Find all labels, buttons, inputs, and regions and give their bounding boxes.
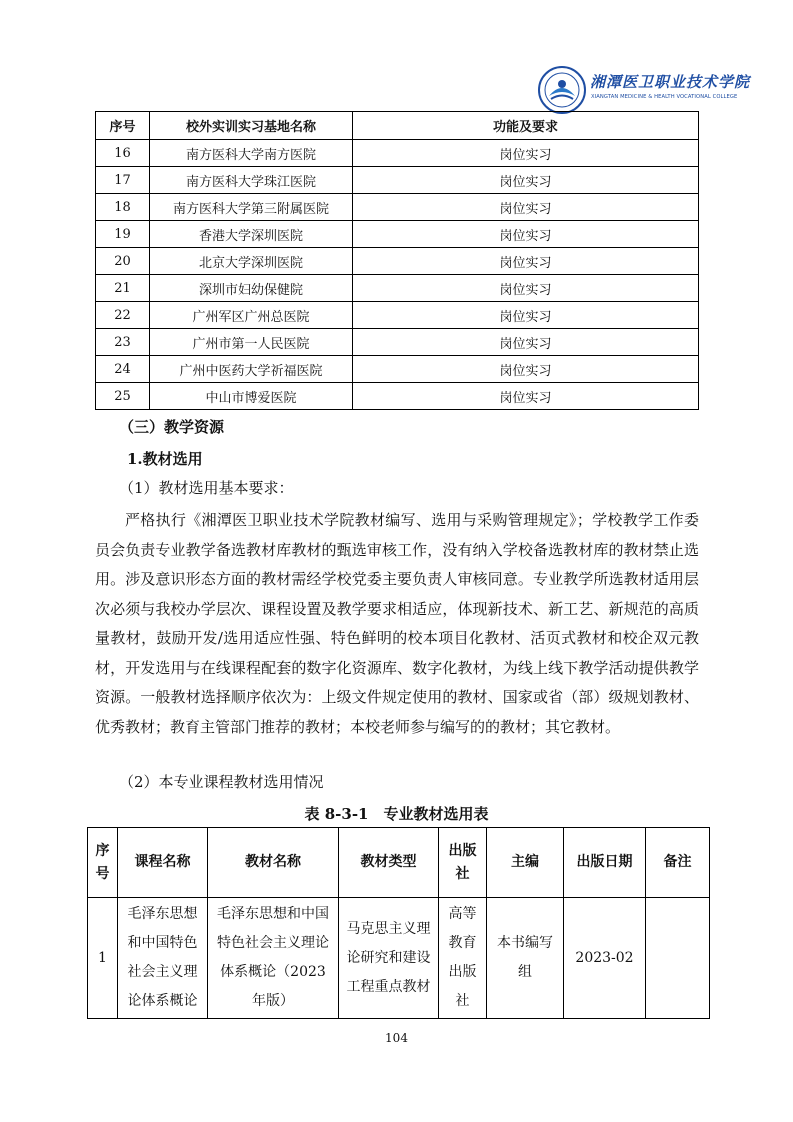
cell-editor-text: 本书编写组	[497, 935, 553, 980]
section-heading: （三）教学资源	[119, 418, 225, 436]
cell-type-text: 马克思主义理论研究和建设工程重点教材	[346, 920, 431, 995]
table-row	[88, 898, 710, 1019]
cell-base-name: 南方医科大学南方医院	[150, 140, 353, 167]
column-header-notes: 备注	[646, 828, 710, 898]
item-2-heading: （2）本专业课程教材选用情况	[119, 773, 324, 791]
item-1-heading: （1）教材选用基本要求：	[119, 479, 294, 497]
cell-index: 25	[96, 383, 150, 410]
cell-function: 岗位实习	[353, 302, 699, 329]
cell-index: 23	[96, 329, 150, 356]
cell-type	[339, 898, 439, 1019]
table-caption: 表 8-3-1 专业教材选用表	[304, 805, 489, 823]
column-header-publisher	[439, 828, 487, 898]
cell-function: 岗位实习	[353, 167, 699, 194]
page-number: 104	[385, 1031, 408, 1045]
cell-base-name: 广州市第一人民医院	[150, 329, 353, 356]
cell-book-text: 毛泽东思想和中国特色社会主义理论体系概论（2023年版）	[217, 906, 329, 1009]
cell-editor	[487, 898, 564, 1019]
table-row	[96, 356, 699, 383]
cell-date-text: 2023-02	[575, 949, 634, 966]
sub-heading: 1.教材选用	[127, 450, 203, 468]
cell-base-name: 广州中医药大学祈福医院	[150, 356, 353, 383]
table-row	[96, 329, 699, 356]
cell-index: 18	[96, 194, 150, 221]
cell-publisher	[439, 898, 487, 1019]
cell-book	[208, 898, 339, 1019]
column-header-type: 教材类型	[339, 828, 439, 898]
cell-base-name: 香港大学深圳医院	[150, 221, 353, 248]
training-base-table	[95, 111, 699, 410]
cell-base-name: 北京大学深圳医院	[150, 248, 353, 275]
cell-function: 岗位实习	[353, 194, 699, 221]
textbook-table	[87, 827, 710, 1019]
column-header-date: 出版日期	[564, 828, 646, 898]
table-header-row	[96, 112, 699, 140]
cell-base-name: 南方医科大学珠江医院	[150, 167, 353, 194]
cell-function: 岗位实习	[353, 383, 699, 410]
logo-english-name: XIANGTAN MEDICINE & HEALTH VOCATIONAL COLLEGE	[591, 94, 738, 100]
cell-index: 16	[96, 140, 150, 167]
cell-index: 19	[96, 221, 150, 248]
cell-index: 21	[96, 275, 150, 302]
table-row	[96, 194, 699, 221]
table-row	[96, 302, 699, 329]
table-header-row	[88, 828, 710, 898]
cell-function: 岗位实习	[353, 221, 699, 248]
cell-base-name: 深圳市妇幼保健院	[150, 275, 353, 302]
column-header-editor: 主编	[487, 828, 564, 898]
college-seal-icon	[538, 66, 586, 114]
cell-course	[118, 898, 208, 1019]
table-row	[96, 167, 699, 194]
cell-function: 岗位实习	[353, 248, 699, 275]
table-row	[96, 140, 699, 167]
cell-index: 24	[96, 356, 150, 383]
cell-course-text: 毛泽东思想和中国特色社会主义理论体系概论	[127, 906, 198, 1009]
column-header-index	[88, 828, 118, 898]
table-row	[96, 275, 699, 302]
column-header-book: 教材名称	[208, 828, 339, 898]
column-header-function: 功能及要求	[353, 112, 699, 140]
column-header-index: 序号	[96, 112, 150, 140]
cell-base-name: 中山市博爱医院	[150, 383, 353, 410]
body-paragraph: 严格执行《湘潭医卫职业技术学院教材编写、选用与采购管理规定》；学校教学工作委员会负责专业教学备选教材库教材的甄选审核工作，没有纳入学校备选教材库的教材禁止选用。涉及意识形态方面的教材需经学校党委主要负责人审核同意。专业教学所选教材适用层次必须与我校办学层次、课程设置及教学要求相适应，体现新技术、新工艺、新规范的高质量教材，鼓励开发/选用适应性强、特色鲜明的校本项目化教材、活页式教材和校企双元教材，开发选用与在线课程配套的数字化资源库、数字化教材，为线上线下教学活动提供教学资源。一般教材选择顺序依次为：上级文件规定使用的教材、国家或省（部）级规划教材、优秀教材；教育主管部门推荐的教材；本校老师参与编写的的教材；其它教材。	[95, 511, 699, 736]
column-header-course: 课程名称	[118, 828, 208, 898]
cell-function: 岗位实习	[353, 356, 699, 383]
cell-publisher-text: 高等教育出版社	[448, 906, 477, 1009]
cell-index: 17	[96, 167, 150, 194]
cell-notes	[646, 898, 710, 1019]
college-logo	[538, 66, 751, 114]
table-row	[96, 221, 699, 248]
logo-chinese-name: 湘潭医卫职业技术学院	[590, 73, 751, 91]
table-row	[96, 248, 699, 275]
table-row	[96, 383, 699, 410]
header-text: 出版社	[448, 842, 477, 882]
header-text: 序号	[95, 842, 110, 882]
cell-index-text: 1	[98, 949, 107, 966]
cell-function: 岗位实习	[353, 275, 699, 302]
cell-function: 岗位实习	[353, 329, 699, 356]
cell-base-name: 南方医科大学第三附属医院	[150, 194, 353, 221]
cell-function: 岗位实习	[353, 140, 699, 167]
cell-index: 22	[96, 302, 150, 329]
column-header-base-name: 校外实训实习基地名称	[150, 112, 353, 140]
cell-date	[564, 898, 646, 1019]
cell-base-name: 广州军区广州总医院	[150, 302, 353, 329]
cell-index	[88, 898, 118, 1019]
cell-index: 20	[96, 248, 150, 275]
